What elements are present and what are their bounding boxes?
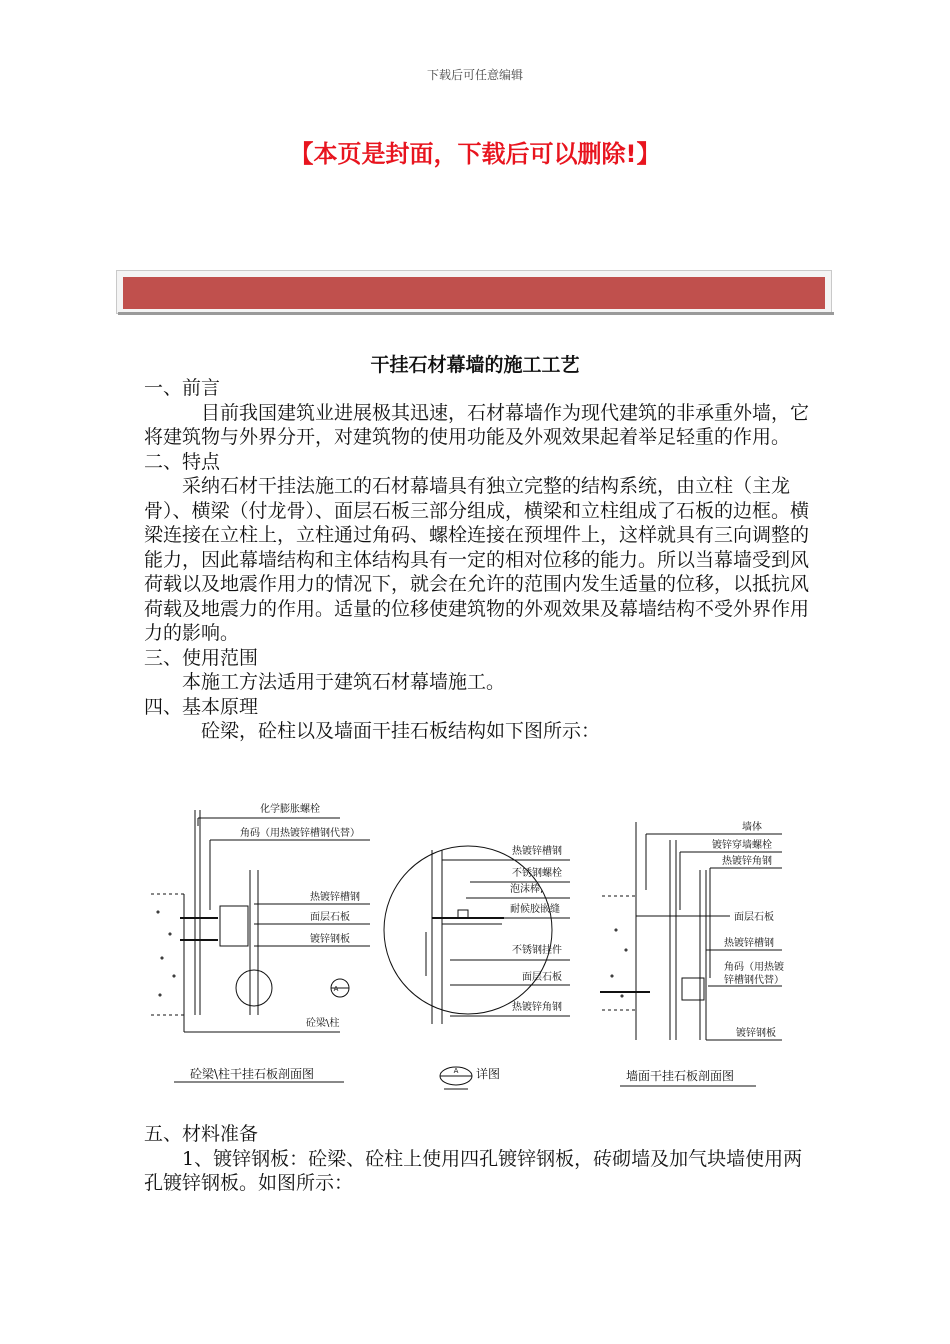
label-stone-panel-mid: 面层石板 [522,972,562,983]
label-through-bolt: 镀锌穿墙螺栓 [712,840,772,851]
banner-shadow [118,312,834,315]
section-heading-5: 五、材料准备 [144,1123,259,1145]
document-title: 干挂石材幕墙的施工工艺 [370,354,580,376]
header-note: 下载后可任意编辑 [426,68,523,82]
structure-diagram [150,800,790,1100]
label-corner-bracket-right-1: 角码（用热镀 [724,962,784,973]
body-text-upper [144,376,809,744]
label-foam-rod: 泡沫棒, [510,884,544,895]
label-stainless-bolt: 不锈钢螺栓 [512,868,562,879]
label-channel-steel-right: 热镀锌槽钢 [724,938,774,949]
callout-mid: A [453,1067,459,1075]
label-concrete-beam: 砼梁\柱 [306,1018,340,1029]
label-corner-bracket-right-2: 锌槽钢代替） [724,975,784,986]
label-wall: 墙体 [742,822,762,833]
label-stone-panel-left: 面层石板 [310,912,350,923]
section-paragraph-3: 本施工方法适用于建筑石材幕墙施工。 [182,671,506,693]
callout-left: A [333,985,339,993]
section-paragraph-2: 采纳石材干挂法施工的石材幕墙具有独立完整的结构系统，由立柱（主龙骨）、横梁（付龙骨）、面层石板三部分组成，横梁和立柱组成了石板的边框。横梁连接在立柱上，立柱通过角码、螺栓连接在预埋件上，这样就具有三向调整的能力，因此幕墙结构和主体结构具有一定的相对位移的能力。所以当幕墙受到风荷载以及地震作用力的情况下，就会在允许的范围内发生适量的位移，以抵抗风荷载及地震力的作用。适量的位移使建筑物的外观效果及幕墙结构不受外界作用力的影响。 [144,475,810,644]
section-paragraph-5: 1、镀锌钢板：砼梁、砼柱上使用四孔镀锌钢板，砖砌墙及加气块墙使用两孔镀锌钢板。如图所示： [144,1147,803,1194]
section-paragraph-1: 目前我国建筑业进展极其迅速，石材幕墙作为现代建筑的非承重外墙，它将建筑物与外界分开，对建筑物的使用功能及外观效果起着举足轻重的作用。 [144,401,810,448]
label-corner-bracket: 角码（用热镀锌槽钢代替） [240,828,360,839]
label-angle-steel-right: 热镀锌角钢 [722,856,772,867]
caption-left: 砼梁\柱干挂石板剖面图 [190,1067,315,1081]
label-channel-steel-left: 热镀锌槽钢 [310,892,360,903]
label-angle-steel-mid: 热镀锌角钢 [512,1002,562,1013]
section-heading-4: 四、基本原理 [144,695,259,718]
decorative-banner [116,270,832,314]
section-heading-1: 一、前言 [144,377,221,399]
label-channel-steel-mid: 热镀锌槽钢 [512,846,562,857]
label-stone-panel-right: 面层石板 [734,912,774,923]
caption-mid: 详图 [476,1067,501,1081]
label-weather-sealant: 耐候胶嵌缝 [510,904,560,915]
section-heading-2: 二、特点 [144,450,221,473]
label-stainless-hanger: 不锈钢挂件 [512,945,562,956]
caption-right: 墙面干挂石板剖面图 [626,1069,735,1083]
label-steel-plate-left: 镀锌钢板 [310,934,350,945]
label-chemical-anchor: 化学膨胀螺栓 [260,804,320,815]
label-steel-plate-right: 镀锌钢板 [736,1028,776,1039]
body-text-lower [144,1122,809,1196]
section-heading-3: 三、使用范围 [144,646,259,669]
cover-notice: 【本页是封面，下载后可以删除!】 [289,140,661,168]
section-paragraph-4: 砼梁，砼柱以及墙面干挂石板结构如下图所示： [201,720,601,742]
